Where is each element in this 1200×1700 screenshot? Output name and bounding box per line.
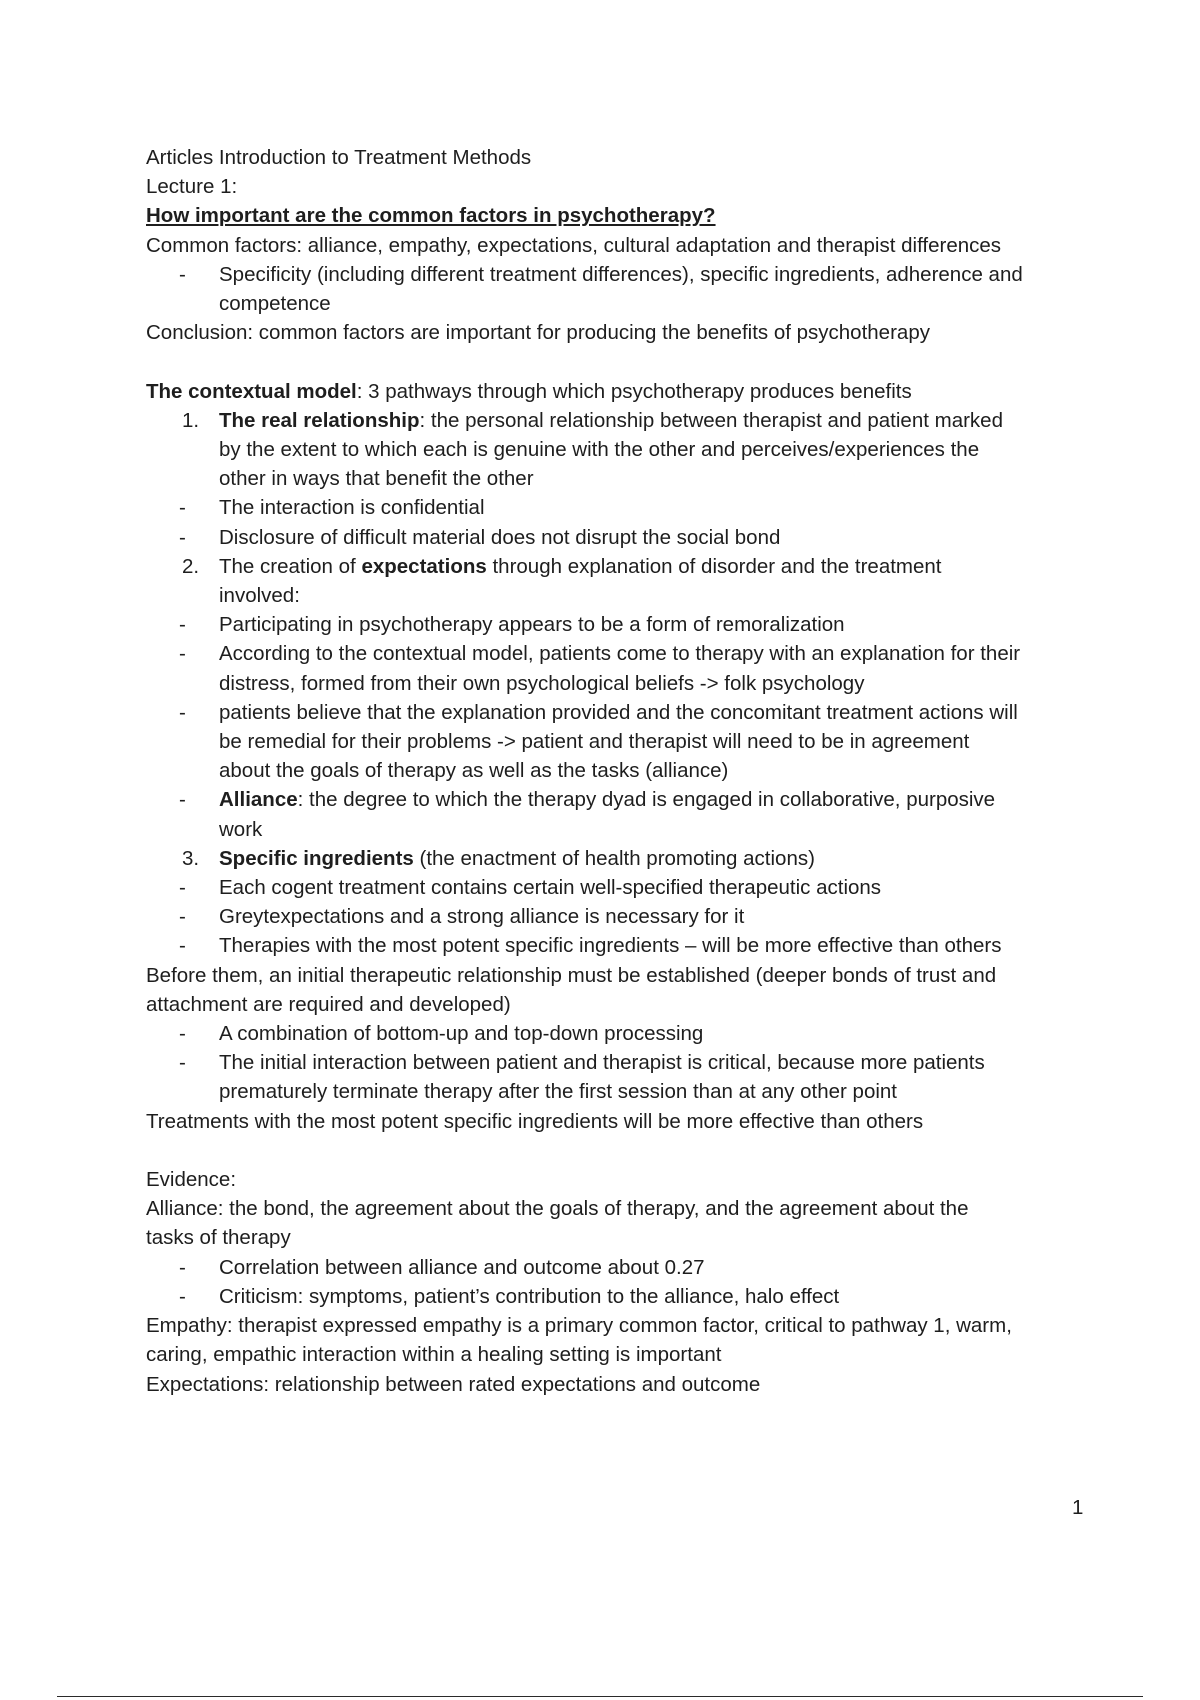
list-item-text: patients believe that the explanation provided and the concomitant treatment actions will	[219, 700, 1018, 724]
contextual-model-desc: : 3 pathways through which psychotherapy produces benefits	[356, 379, 912, 403]
paragraph-line: Empathy: therapist expressed empathy is a primary common factor, critical to pathway 1, warm,	[146, 1314, 1012, 1338]
list-item-text: Correlation between alliance and outcome about 0.27	[219, 1255, 705, 1279]
common-factors-intro: Common factors: alliance, empathy, expectations, cultural adaptation and therapist differences	[146, 233, 1002, 257]
text-span: The creation of	[219, 554, 362, 578]
list-item-text: work	[219, 817, 263, 841]
list-item	[146, 785, 1096, 843]
bold-term: Alliance	[219, 788, 298, 812]
bullet-dash: -	[179, 934, 186, 958]
list-item-text: Therapies with the most potent specific ingredients – will be more effective than others	[219, 934, 1002, 958]
bullet-dash: -	[179, 525, 186, 549]
document-title: Articles Introduction to Treatment Methods	[146, 146, 532, 169]
bullet-dash: -	[179, 642, 186, 666]
bold-term: The real relationship	[219, 408, 420, 432]
list-item-text: The interaction is confidential	[219, 496, 485, 520]
list-item	[146, 698, 1096, 786]
list-item	[146, 1048, 1096, 1106]
paragraph-line: attachment are required and developed)	[146, 992, 511, 1016]
numbered-item-3	[146, 844, 1096, 873]
list-item	[146, 1019, 1096, 1048]
list-item-text	[219, 552, 1096, 581]
evidence-label: Evidence:	[146, 1168, 237, 1192]
document-page	[146, 143, 1096, 1399]
bold-term: expectations	[361, 554, 487, 578]
list-item-text: Specificity (including different treatment differences), specific ingredients, adherence and	[219, 262, 1023, 286]
bullet-dash: -	[179, 262, 186, 286]
list-item-text: Each cogent treatment contains certain well-specified therapeutic actions	[219, 876, 882, 900]
item-number: 2.	[182, 554, 200, 578]
list-item	[146, 610, 1096, 639]
list-item-text	[219, 406, 1096, 435]
list-item-text: Participating in psychotherapy appears to be a form of remoralization	[219, 613, 845, 637]
text-span: through explanation of disorder and the treatment	[486, 554, 942, 578]
list-item-text: Criticism: symptoms, patient’s contribution to the alliance, halo effect	[219, 1284, 840, 1308]
page-number: 1	[1072, 1496, 1084, 1519]
list-item-text: According to the contextual model, patients come to therapy with an explanation for their	[219, 642, 1021, 666]
bullet-dash: -	[179, 876, 186, 900]
paragraph-line: Alliance: the bond, the agreement about the goals of therapy, and the agreement about the	[146, 1197, 969, 1221]
bullet-dash: -	[179, 700, 186, 724]
paragraph-line: Expectations: relationship between rated expectations and outcome	[146, 1372, 761, 1396]
list-item	[146, 493, 1096, 522]
list-item-text: Disclosure of difficult material does not disrupt the social bond	[219, 525, 781, 549]
bullet-dash: -	[179, 1284, 186, 1308]
paragraph-line: Before them, an initial therapeutic relationship must be established (deeper bonds of trust and	[146, 963, 997, 987]
text-span: : the degree to which the therapy dyad is engaged in collaborative, purposive	[297, 788, 996, 812]
list-item-text: other in ways that benefit the other	[219, 467, 534, 491]
list-item	[146, 260, 1096, 318]
item-number: 1.	[182, 408, 200, 432]
list-item	[146, 639, 1096, 697]
bullet-dash: -	[179, 1022, 186, 1046]
list-item-text: be remedial for their problems -> patient and therapist will need to be in agreement	[219, 730, 970, 754]
list-item-text: by the extent to which each is genuine with the other and perceives/experiences the	[219, 438, 980, 462]
paragraph-gap	[146, 347, 1096, 376]
paragraph-line: tasks of therapy	[146, 1226, 291, 1250]
list-item-text	[219, 785, 1096, 814]
bullet-dash: -	[179, 613, 186, 637]
lecture-label: Lecture 1:	[146, 175, 238, 199]
list-item-text	[219, 844, 1096, 873]
list-item-text: The initial interaction between patient and therapist is critical, because more patients	[219, 1051, 985, 1075]
list-item-text: Greytexpectations and a strong alliance is necessary for it	[219, 905, 745, 929]
contextual-model-line	[146, 377, 1096, 406]
section-heading: How important are the common factors in psychotherapy?	[146, 204, 716, 228]
list-item	[146, 523, 1096, 552]
list-item-text: about the goals of therapy as well as the tasks (alliance)	[219, 759, 729, 783]
text-span: : the personal relationship between therapist and patient marked	[419, 408, 1003, 432]
conclusion-line: Conclusion: common factors are important for producing the benefits of psychotherapy	[146, 321, 930, 345]
contextual-model-term: The contextual model	[146, 379, 357, 403]
item-number: 3.	[182, 846, 200, 870]
paragraph-gap	[146, 1136, 1096, 1165]
list-item-text: A combination of bottom-up and top-down processing	[219, 1022, 704, 1046]
bullet-dash: -	[179, 905, 186, 929]
bullet-dash: -	[179, 1255, 186, 1279]
list-item	[146, 902, 1096, 931]
bullet-dash: -	[179, 1051, 186, 1075]
list-item	[146, 873, 1096, 902]
list-item-text: competence	[219, 292, 331, 316]
numbered-item-1	[146, 406, 1096, 494]
list-item-text: distress, formed from their own psychological beliefs -> folk psychology	[219, 671, 865, 695]
list-item-text: involved:	[219, 584, 300, 608]
paragraph-line: caring, empathic interaction within a healing setting is important	[146, 1343, 722, 1367]
numbered-item-2	[146, 552, 1096, 610]
page-bottom-divider	[57, 1696, 1143, 1697]
list-item	[146, 1282, 1096, 1311]
bullet-dash: -	[179, 788, 186, 812]
bold-term: Specific ingredients	[219, 846, 414, 870]
bullet-dash: -	[179, 496, 186, 520]
list-item	[146, 1253, 1096, 1282]
text-span: (the enactment of health promoting actions)	[413, 846, 815, 870]
list-item	[146, 931, 1096, 960]
paragraph-line: Treatments with the most potent specific ingredients will be more effective than others	[146, 1109, 924, 1133]
list-item-text: prematurely terminate therapy after the first session than at any other point	[219, 1080, 897, 1104]
